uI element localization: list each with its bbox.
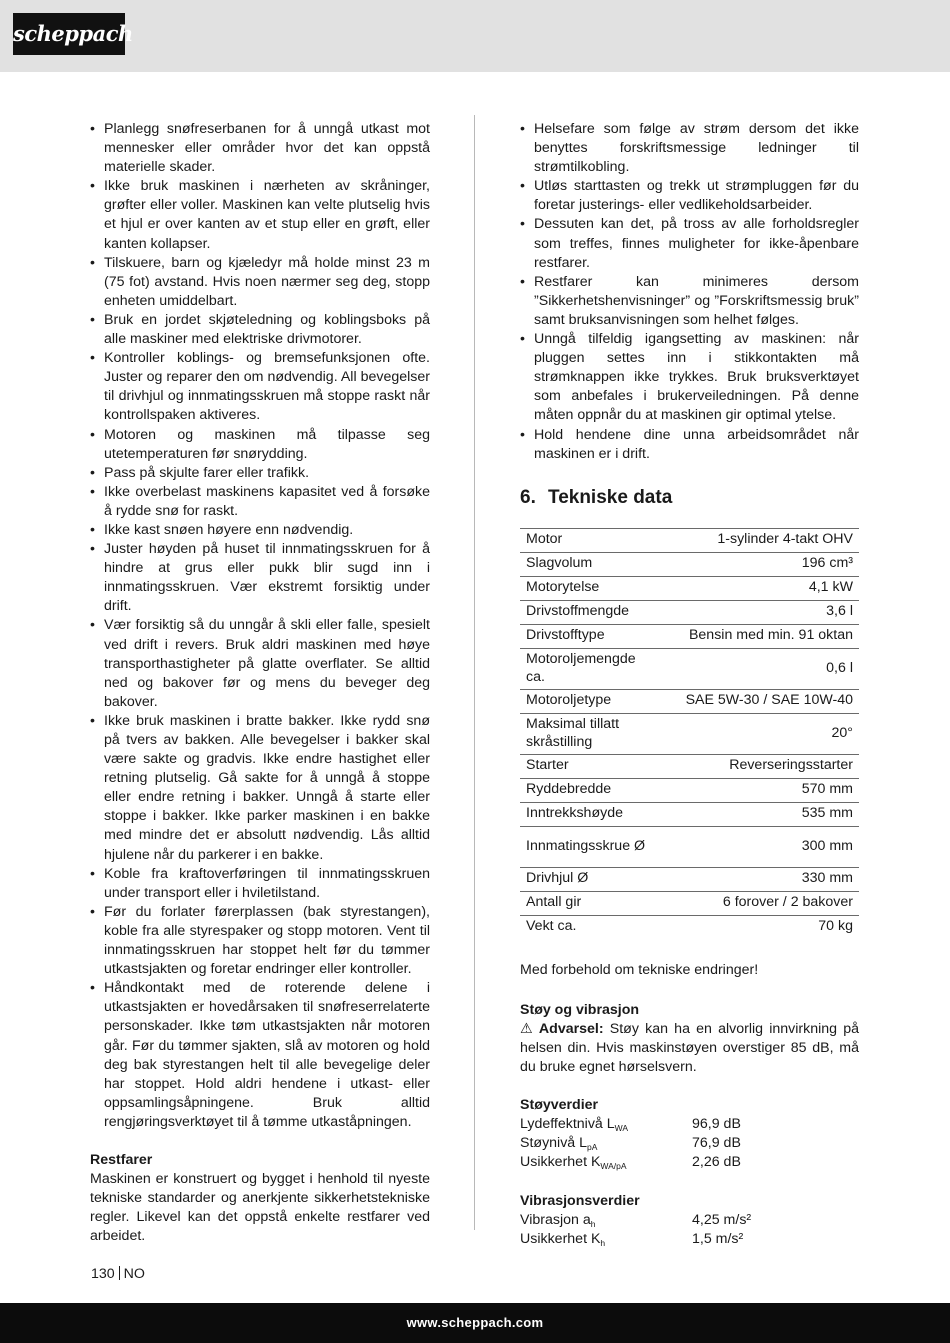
list-item [520, 1134, 859, 1153]
spec-value: 535 mm [657, 802, 859, 826]
warning-paragraph [520, 1020, 859, 1077]
safety-bullet-list [90, 120, 430, 1132]
table-row [520, 713, 859, 754]
list-item [520, 1230, 859, 1249]
section-title: Tekniske data [548, 486, 673, 508]
list-item: • Utløs starttasten og trekk ut strømpluggen før du foretar justerings- eller vedlikeholdsarbeider. [520, 177, 859, 215]
spec-label: Ryddebredde [520, 778, 657, 802]
page-number-separator [119, 1266, 120, 1280]
list-item: • Ikke kast snøen høyere enn nødvendig. [90, 521, 430, 540]
spec-label: Drivstoffmengde [520, 600, 657, 624]
spec-label: Motor [520, 528, 657, 552]
list-item: • Pass på skjulte farer eller trafikk. [90, 464, 430, 483]
section-number: 6. [520, 486, 536, 508]
table-row [520, 528, 859, 552]
logo-text: scheppach [13, 21, 133, 46]
restfarer-heading: Restfarer [90, 1151, 153, 1168]
table-row [520, 648, 859, 689]
section-heading [520, 486, 859, 510]
list-item: • Vær forsiktig så du unngår å skli eller falle, spesielt ved drift i revers. Bruk aldri maskinen med høye transporthastigheter på glatte overflater. Se alltid ned og bakover før og mens du beveger deg bakover. [90, 616, 430, 711]
table-row [520, 867, 859, 891]
spec-value: 196 cm³ [657, 552, 859, 576]
table-row [520, 600, 859, 624]
language-code: NO [123, 1266, 145, 1282]
table-row [520, 576, 859, 600]
spec-label: Inntrekkshøyde [520, 802, 657, 826]
noise-values-heading: Støyverdier [520, 1097, 599, 1114]
restfarer-text: Maskinen er konstruert og bygget i henhold til nyeste tekniske standarder og anerkjente sikkerhetstekniske regler. Likevel kan det oppstå enkelte restfarer ved arbeidet. [90, 1171, 430, 1245]
list-item: • Restfarer kan minimeres dersom ”Sikkerhetshenvisninger” og ”Forskriftsmessig bruk” samt bruksanvisningen som helhet følges. [520, 273, 859, 330]
list-item: • Unngå tilfeldig igangsetting av maskinen: når pluggen settes inn i stikkontakten må strømknappen ikke trykkes. Bruk bruksverktøyet som anbefales i brukerveiledningen. På denne måten oppnår du at maskinen gir optimal ytelse. [520, 330, 859, 425]
list-item: • Kontroller koblings- og bremsefunksjonen ofte. Juster og reparer den om nødvendig. All bevegelser til drivhjul og innmatingsskruen må stoppe raskt når kontrollspaken aktiveres. [90, 349, 430, 425]
column-divider [474, 115, 475, 1230]
spec-label: Motorytelse [520, 576, 657, 600]
technical-change-note: Med forbehold om tekniske endringer! [520, 961, 759, 978]
spec-label: Vekt ca. [526, 918, 577, 935]
spec-value: 3,6 l [657, 600, 859, 624]
spec-value: 300 mm [657, 826, 859, 867]
list-item: • Ikke bruk maskinen i bratte bakker. Ikke rydd snø på tvers av bakken. Alle bevegelser i bakker skal være sakte og gradvis. Ikke endre hastighet eller retning plutselig. Gå sakte for å unngå å stoppe eller endre retning i bakker. Unngå å starte eller stoppe i bakker. Ikke parker maskinen i en bakke med mindre det er absolutt nødvendig. Lås alltid hjulene når du parkerer i en bakke. [90, 712, 430, 865]
spec-label: Maksimal tillatt skråstilling [520, 713, 657, 754]
right-column [520, 120, 859, 1249]
footer-url: www.scheppach.com [406, 1315, 544, 1330]
vibration-heading: Vibrasjonsverdier [520, 1192, 640, 1209]
spec-label: Antall gir [520, 891, 657, 915]
spec-label: Innmatingsskrue Ø [520, 826, 657, 867]
spec-value: SAE 5W-30 / SAE 10W-40 [657, 689, 859, 713]
list-item: • Ikke bruk maskinen i nærheten av skråninger, grøfter eller voller. Maskinen kan velte plutselig hvis et hjul er over kanten av et stup eller en grøft, eller kanten kollapser. [90, 177, 430, 253]
spec-value: Bensin med min. 91 oktan [657, 624, 859, 648]
residual-risk-bullet-list [520, 120, 859, 464]
spec-value: 330 mm [657, 867, 859, 891]
brand-logo [13, 13, 133, 55]
measure-label: Vibrasjon $a_h$ [520, 1211, 596, 1229]
measure-value: 1,5 m/s² [692, 1230, 744, 1247]
measure-label: Støynivå $L_{pA}$ [520, 1135, 598, 1153]
spec-label: Drivstofftype [520, 624, 657, 648]
measure-value: 96,9 dB [692, 1116, 741, 1133]
spec-value: 4,1 kW [657, 576, 859, 600]
spec-value: 70 kg [818, 918, 853, 935]
spec-value: 570 mm [657, 778, 859, 802]
list-item: • Før du forlater førerplassen (bak styrestangen), koble fra alle styrespaker og stopp motoren. Vent til innmatingsskruen har stoppet helt før du tømmer utkastsjakten og foretar endringer eller kontroller. [90, 903, 430, 979]
list-item: • Motoren og maskinen må tilpasse seg utetemperaturen før snørydding. [90, 426, 430, 464]
measure-label: Usikkerhet $K_{WA/pA}$ [520, 1154, 627, 1172]
table-row [520, 624, 859, 648]
spec-label: Motoroljetype [520, 689, 657, 713]
spec-value: Reverseringsstarter [657, 754, 859, 778]
spec-value: 20° [657, 713, 859, 754]
list-item: • Håndkontakt med de roterende delene i utkastsjakten er hovedårsaken til snøfreserrelaterte personskader. Ikke tøm utkastsjakten når motoren går. Før du tømmer sjakten, slå av motoren og hold deg bak styrestangen helt til alle bevegelige deler har stoppet. Hold aldri hendene i utkast- eller oppsamlingsåpningene. Bruk alltid rengjøringsverktøyet til å tømme utkaståpningen. [90, 979, 430, 1132]
list-item [520, 1211, 859, 1230]
table-row [520, 915, 859, 939]
list-item: • Koble fra kraftoverføringen til innmatingsskruen under transport eller i hviletilstand. [90, 865, 430, 903]
footer-band [0, 1303, 950, 1343]
list-item: • Juster høyden på huset til innmatingsskruen for å hindre at grus eller pukk blir sugd inn i innmatingsskruen. Vær ekstremt forsiktig under drift. [90, 540, 430, 616]
list-item: • Planlegg snøfreserbanen for å unngå utkast mot mennesker eller områder hvor det kan oppstå materielle skader. [90, 120, 430, 177]
table-row [520, 689, 859, 713]
warning-label: Advarsel: [538, 1020, 604, 1037]
list-item: • Tilskuere, barn og kjæledyr må holde minst 23 m (75 fot) avstand. Hvis noen nærmer seg deg, stopp enheten umiddelbart. [90, 254, 430, 311]
spec-label: Drivhjul Ø [520, 867, 657, 891]
spec-label: Slagvolum [520, 552, 657, 576]
list-item: • Ikke overbelast maskinens kapasitet ved å forsøke å rydde snø for raskt. [90, 483, 430, 521]
measure-label: Usikkerhet $K_h$ [520, 1230, 606, 1248]
list-item [520, 1153, 859, 1172]
measure-label: Lydeffektnivå $L_{WA}$ [520, 1116, 629, 1134]
list-item [520, 1115, 859, 1134]
measure-value: 76,9 dB [692, 1135, 741, 1152]
list-item: • Hold hendene dine unna arbeidsområdet når maskinen er i drift. [520, 426, 859, 464]
spec-label: Motoroljemengde ca. [520, 648, 657, 689]
noise-heading: Støy og vibrasjon [520, 1001, 640, 1018]
tech-specs-table [520, 528, 859, 939]
measure-value: 4,25 m/s² [692, 1211, 752, 1228]
page-number [91, 1265, 145, 1283]
table-row [520, 802, 859, 826]
measure-value: 2,26 dB [692, 1154, 741, 1171]
list-item: • Bruk en jordet skjøteledning og koblingsboks på alle maskiner med elektriske drivmotorer. [90, 311, 430, 349]
header-band [0, 0, 950, 72]
table-row [520, 778, 859, 802]
left-column [90, 120, 430, 1246]
table-row [520, 754, 859, 778]
spec-value: 1-sylinder 4-takt OHV [657, 528, 859, 552]
table-row [520, 891, 859, 915]
list-item: • Helsefare som følge av strøm dersom det ikke benyttes forskriftsmessige ledninger til strømtilkobling. [520, 120, 859, 177]
table-row [520, 826, 859, 867]
spec-value: 0,6 l [657, 648, 859, 689]
page-number-value: 130 [91, 1266, 115, 1282]
spec-label: Starter [520, 754, 657, 778]
list-item: • Dessuten kan det, på tross av alle forholdsregler som treffes, finnes muligheter for ikke-åpenbare restfarer. [520, 215, 859, 272]
warning-icon: ⚠ [520, 1020, 533, 1037]
table-row [520, 552, 859, 576]
spec-value: 6 forover / 2 bakover [657, 891, 859, 915]
warning-text: Støy kan ha en alvorlig innvirkning på helsen din. Hvis maskinstøyen overstiger 85 dB, må du bruke egnet hørselsvern. [520, 1020, 859, 1076]
